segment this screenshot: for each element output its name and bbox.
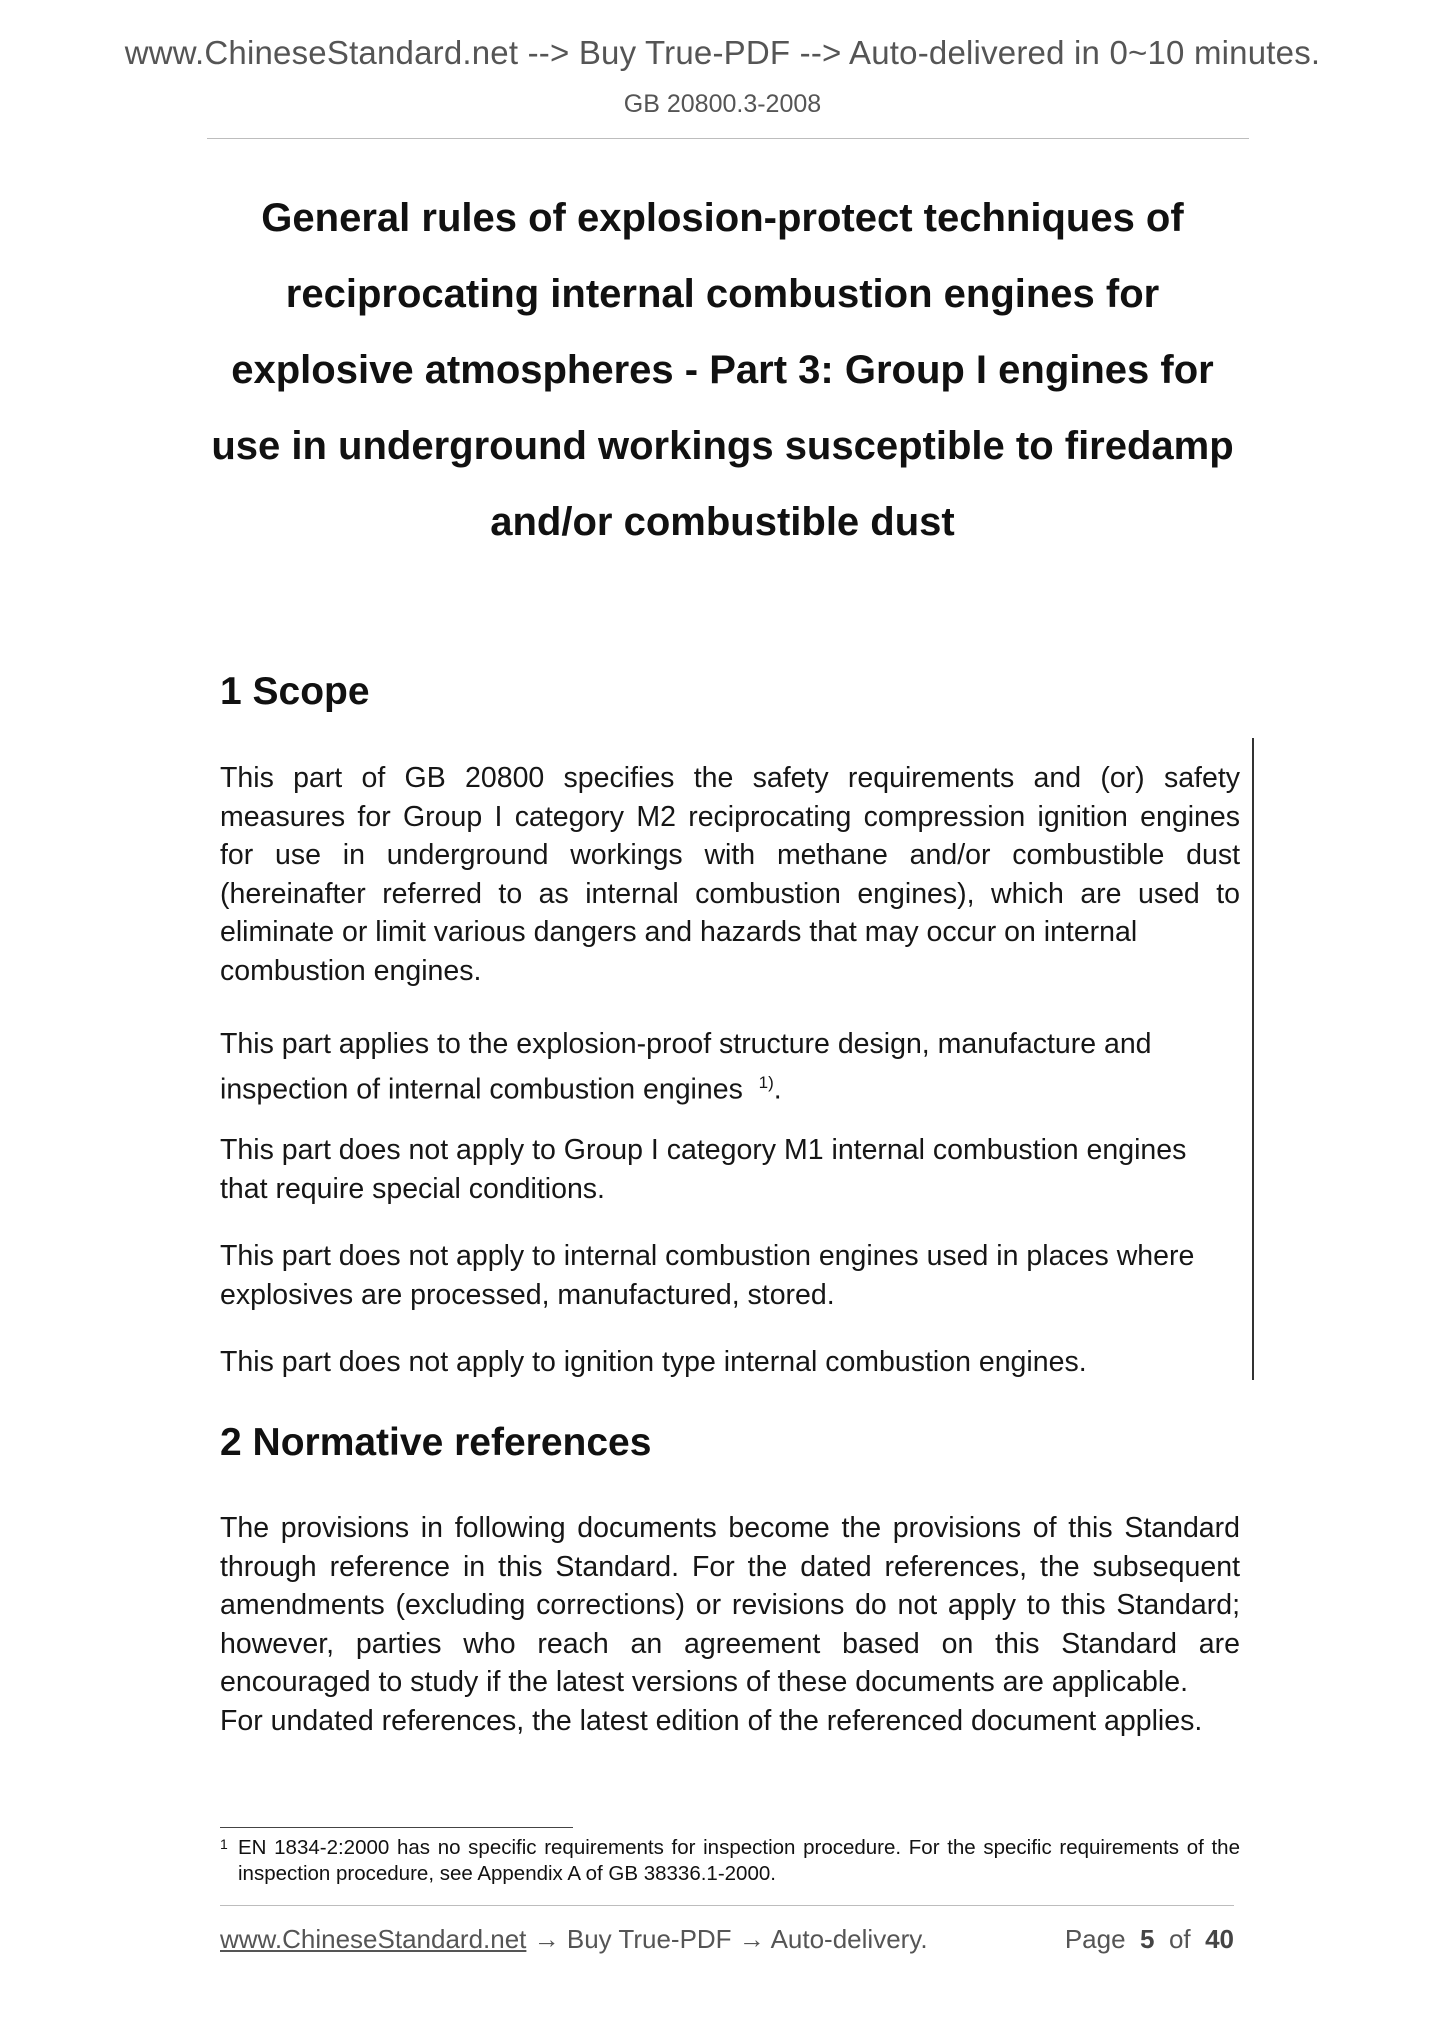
paragraph-text-last-line <box>220 1064 1240 1109</box>
footnote-text: EN 1834-2:2000 has no specific requirements for inspection procedure. For the specific requirements of the inspection procedure, see Appendix A of GB 38336.1-2000. <box>238 1836 1240 1885</box>
section-heading-scope: 1 Scope <box>220 670 370 713</box>
paragraph-end-punctuation: . <box>773 1073 782 1105</box>
paragraph-text: The provisions in following documents become the provisions of this Standard through reference in this Standard. For the dated references, the subsequent amendments (excluding corrections) or revisions do not apply to this Standard; however, parties who reach an agreement based on this Standard are encouraged to study if the latest versions of these documents are applicable. <box>220 1512 1240 1698</box>
footer-site-link[interactable]: www.ChineseStandard.net <box>220 1924 527 1954</box>
page-indicator <box>1065 1924 1234 1955</box>
footer-delivery-text: → Buy True-PDF → Auto-delivery. <box>526 1924 928 1954</box>
page-label: Page <box>1064 1924 1126 1954</box>
header-divider <box>207 138 1249 139</box>
scope-paragraph-1 <box>220 759 1240 990</box>
footer-links <box>220 1924 928 1955</box>
paragraph-text: This part does not apply to ignition type internal combustion engines. <box>220 1346 1087 1378</box>
title-line: General rules of explosion-protect techniques of <box>261 196 1184 240</box>
header-banner[interactable]: www.ChineseStandard.net --> Buy True-PDF --> Auto-delivered in 0~10 minutes. <box>124 34 1321 71</box>
paragraph-text-fragment: inspection of internal combustion engines <box>220 1073 743 1105</box>
scope-paragraph-2 <box>220 1025 1240 1109</box>
paragraph-text: This part does not apply to Group I category M1 internal combustion engines <box>220 1134 1187 1166</box>
scope-paragraph-4 <box>220 1237 1240 1314</box>
title-line: and/or combustible dust <box>490 500 955 544</box>
footnote-separator <box>220 1827 573 1828</box>
paragraph-text-last-line: For undated references, the latest edition of the referenced document applies. <box>220 1704 1203 1737</box>
paragraph-text-last-line: that require special conditions. <box>220 1172 605 1205</box>
section-heading-normative-references: 2 Normative references <box>220 1421 652 1464</box>
paragraph-text: This part applies to the explosion-proof structure design, manufacture and <box>220 1028 1152 1060</box>
paragraph-text-last-line: combustion engines. <box>220 954 482 987</box>
footnote <box>220 1835 1240 1887</box>
paragraph-text: This part of GB 20800 specifies the safety requirements and (or) safety measures for Group I category M2 reciprocating compression ignition engines for use in underground workings with methane and/or combustible dust (hereinafter referred to as internal combustion engines), which are used to eliminate or limit various dangers and hazards that may occur on internal <box>220 762 1240 948</box>
page-of-label: of <box>1168 1924 1191 1954</box>
paragraph-text-last-line: explosives are processed, manufactured, stored. <box>220 1278 835 1311</box>
scope-paragraph-3 <box>220 1131 1240 1208</box>
page-footer <box>220 1924 1234 1958</box>
document-number: GB 20800.3-2008 <box>623 90 822 118</box>
title-line: use in underground workings susceptible to firedamp <box>211 424 1234 468</box>
scope-paragraph-5 <box>220 1343 1240 1382</box>
footnote-mark: 1 <box>220 1836 228 1852</box>
paragraph-text: This part does not apply to internal combustion engines used in places where <box>220 1240 1195 1272</box>
footer-divider <box>220 1905 1234 1906</box>
title-line: explosive atmospheres - Part 3: Group I engines for <box>231 348 1214 392</box>
page-number: 5 <box>1140 1924 1155 1954</box>
title-line: reciprocating internal combustion engines for <box>285 272 1160 316</box>
document-title <box>200 180 1245 560</box>
normative-references-paragraph <box>220 1509 1240 1740</box>
page-total: 40 <box>1205 1924 1234 1954</box>
footnote-reference[interactable]: 1) <box>758 1072 774 1092</box>
change-bar <box>1252 738 1254 1380</box>
